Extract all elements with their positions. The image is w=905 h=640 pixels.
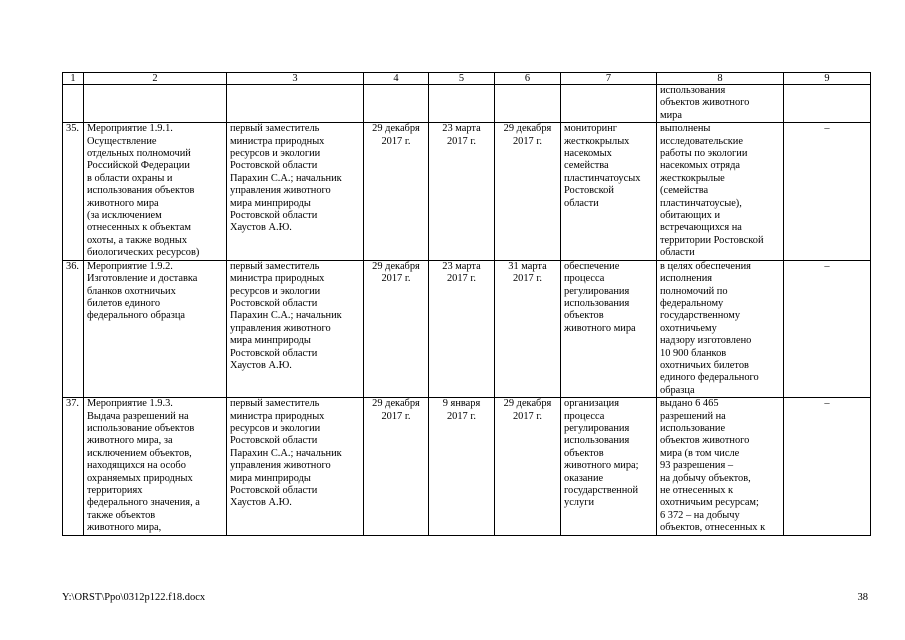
header-cell: 4 bbox=[364, 73, 429, 85]
actual-result-cell: использования объектов животного мира bbox=[657, 85, 784, 123]
table-cell bbox=[495, 85, 561, 123]
responsible-cell: первый заместитель министра природных ресурсов и экологии Ростовской области Парахин С.А.; начальник управления животного мира минприроды Ростовской области Хаустов А.Ю. bbox=[227, 260, 364, 397]
activity-cell: Мероприятие 1.9.2. Изготовление и доставка бланков охотничьих билетов единого федерального образца bbox=[84, 260, 227, 397]
table-row bbox=[63, 123, 871, 260]
report-table bbox=[62, 72, 871, 536]
row-number: 37. bbox=[63, 398, 84, 535]
header-cell: 1 bbox=[63, 73, 84, 85]
header-cell: 2 bbox=[84, 73, 227, 85]
expected-result-cell: мониторинг жесткокрылых насекомых семейства пластинчатоусых Ростовской области bbox=[561, 123, 657, 260]
table-cell bbox=[63, 85, 84, 123]
end-date-cell: 29 декабря 2017 г. bbox=[495, 123, 561, 260]
actual-result-cell: выполнены исследовательские работы по экологии насекомых отряда жесткокрылые (семейства пластинчатоусые), обитающих и встречающихся на территории Ростовской области bbox=[657, 123, 784, 260]
start-date-cell: 23 марта 2017 г. bbox=[429, 260, 495, 397]
table-cell bbox=[84, 85, 227, 123]
footer-file-path: Y:\ORST\Ppo\0312p122.f18.docx bbox=[62, 592, 206, 603]
header-cell: 3 bbox=[227, 73, 364, 85]
plan-date-cell: 29 декабря 2017 г. bbox=[364, 260, 429, 397]
table-row bbox=[63, 398, 871, 535]
row-number: 35. bbox=[63, 123, 84, 260]
actual-result-cell: в целях обеспечения исполнения полномочий по федеральному государственному охотничьему надзору изготовлено 10 900 бланков охотничьих билетов единого федерального образца bbox=[657, 260, 784, 397]
table-cell bbox=[429, 85, 495, 123]
table-row bbox=[63, 260, 871, 397]
responsible-cell: первый заместитель министра природных ресурсов и экологии Ростовской области Парахин С.А.; начальник управления животного мира минприроды Ростовской области Хаустов А.Ю. bbox=[227, 398, 364, 535]
header-cell: 6 bbox=[495, 73, 561, 85]
plan-date-cell: 29 декабря 2017 г. bbox=[364, 123, 429, 260]
note-cell: – bbox=[784, 260, 871, 397]
header-cell: 9 bbox=[784, 73, 871, 85]
table-cell bbox=[364, 85, 429, 123]
header-cell: 8 bbox=[657, 73, 784, 85]
start-date-cell: 23 марта 2017 г. bbox=[429, 123, 495, 260]
column-number-header bbox=[63, 73, 871, 85]
continuation-row bbox=[63, 85, 871, 123]
note-cell: – bbox=[784, 398, 871, 535]
expected-result-cell: организация процесса регулирования использования объектов животного мира; оказание государственной услуги bbox=[561, 398, 657, 535]
responsible-cell: первый заместитель министра природных ресурсов и экологии Ростовской области Парахин С.А.; начальник управления животного мира минприроды Ростовской области Хаустов А.Ю. bbox=[227, 123, 364, 260]
table-cell bbox=[561, 85, 657, 123]
plan-date-cell: 29 декабря 2017 г. bbox=[364, 398, 429, 535]
header-cell: 7 bbox=[561, 73, 657, 85]
note-cell: – bbox=[784, 123, 871, 260]
start-date-cell: 9 января 2017 г. bbox=[429, 398, 495, 535]
activity-cell: Мероприятие 1.9.3. Выдача разрешений на использование объектов животного мира, за исключением объектов, находящихся на особо охраняемых природных территориях федерального значения, а также объектов животного мира, bbox=[84, 398, 227, 535]
table-cell bbox=[227, 85, 364, 123]
actual-result-cell: выдано 6 465 разрешений на использование объектов животного мира (в том числе 93 разрешения – на добычу объектов, не отнесенных к охотничьим ресурсам; 6 372 – на добычу объектов, отнесенных к bbox=[657, 398, 784, 535]
activity-cell: Мероприятие 1.9.1. Осуществление отдельных полномочий Российской Федерации в области охраны и использования объектов животного мира (за исключением отнесенных к объектам охоты, а также водных биологических ресурсов) bbox=[84, 123, 227, 260]
page-number: 38 bbox=[857, 592, 868, 603]
header-cell: 5 bbox=[429, 73, 495, 85]
table-cell bbox=[784, 85, 871, 123]
end-date-cell: 29 декабря 2017 г. bbox=[495, 398, 561, 535]
row-number: 36. bbox=[63, 260, 84, 397]
expected-result-cell: обеспечение процесса регулирования использования объектов животного мира bbox=[561, 260, 657, 397]
end-date-cell: 31 марта 2017 г. bbox=[495, 260, 561, 397]
